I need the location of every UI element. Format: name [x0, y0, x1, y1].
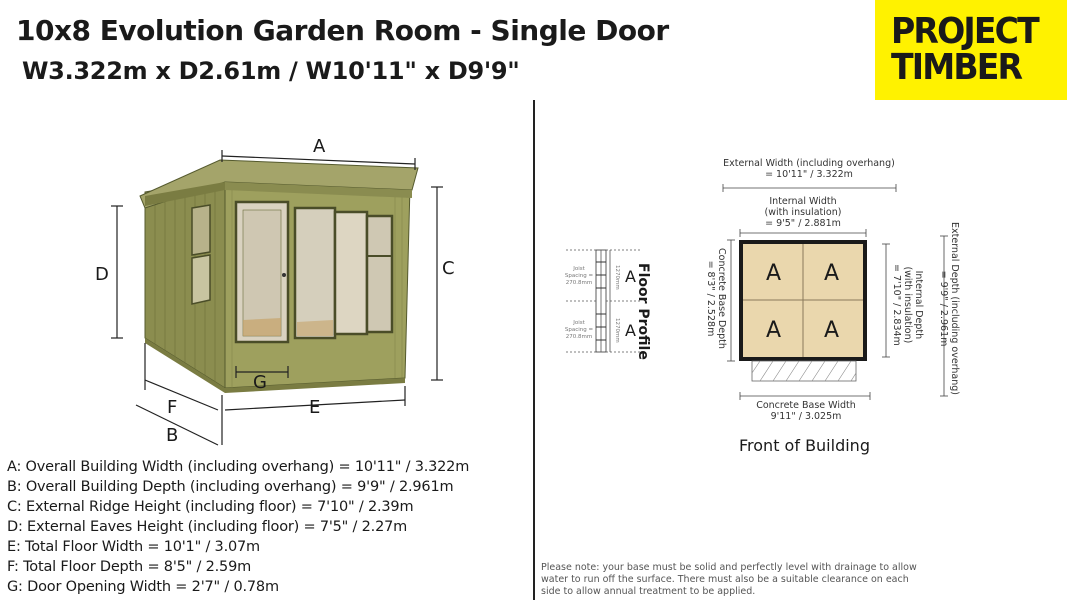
floor-profile-title: Floor Profile — [635, 263, 651, 360]
label-e: E — [309, 397, 321, 418]
plan-panel-a-2: A — [824, 261, 840, 286]
spec-a: A: Overall Building Width (including overhang) = 10'11" / 3.322m — [7, 459, 470, 475]
label-b: B — [166, 425, 179, 446]
external-depth-label: External Depth (including overhang) = 9'9" / 2.961m — [938, 222, 960, 395]
panel-size-top: 1270mm — [614, 265, 620, 290]
internal-depth-label: Internal Depth (with insulation) = 7'10" / 2.834m — [891, 264, 924, 346]
logo-text-timber: TIMBER — [891, 47, 1022, 88]
plan-panel-a-4: A — [824, 318, 840, 343]
internal-width-label: Internal Width (with insulation) = 9'5" / 2.881m — [764, 196, 842, 229]
spec-f: F: Total Floor Depth = 8'5" / 2.59m — [7, 559, 252, 575]
floor-panel-a-top: A — [625, 267, 636, 286]
joist-spacing-top: Joist Spacing = 270.8mm — [564, 266, 594, 286]
concrete-base-width-label: Concrete Base Width 9'11" / 3.025m — [756, 400, 856, 422]
concrete-base-depth-label: Concrete Base Depth = 8'3" / 2.528m — [705, 248, 727, 349]
spec-d: D: External Eaves Height (including floor) = 7'5" / 2.27m — [7, 519, 408, 535]
page-title: 10x8 Evolution Garden Room - Single Door — [16, 14, 669, 47]
logo-text-project: PROJECT — [891, 11, 1038, 52]
plan-panel-a-3: A — [766, 318, 782, 343]
spec-b: B: Overall Building Depth (including overhang) = 9'9" / 2.961m — [7, 479, 454, 495]
front-of-building-label: Front of Building — [739, 436, 870, 455]
page-subtitle: W3.322m x D2.61m / W10'11" x D9'9" — [22, 57, 520, 85]
label-a: A — [313, 136, 326, 157]
spec-e: E: Total Floor Width = 10'1" / 3.07m — [7, 539, 260, 555]
spec-g: G: Door Opening Width = 2'7" / 0.78m — [7, 579, 279, 595]
panel-size-bottom: 1270mm — [614, 318, 620, 343]
floor-panel-a-bottom: A — [625, 321, 636, 340]
label-g: G — [253, 372, 267, 393]
label-f: F — [167, 397, 178, 418]
base-note: Please note: your base must be solid and perfectly level with drainage to allow water to run off the surface. There must also be a suitable clearance on each side to allow annual treatment to be applied. — [541, 562, 917, 597]
label-c: C — [442, 258, 455, 279]
label-d: D — [95, 264, 109, 285]
garden-room-illustration — [140, 160, 418, 393]
spec-c: C: External Ridge Height (including floor) = 7'10" / 2.39m — [7, 499, 414, 515]
plan-panel-a-1: A — [766, 261, 782, 286]
joist-spacing-bottom: Joist Spacing = 270.8mm — [564, 320, 594, 340]
external-width-label: External Width (including overhang) = 10'11" / 3.322m — [723, 158, 895, 180]
